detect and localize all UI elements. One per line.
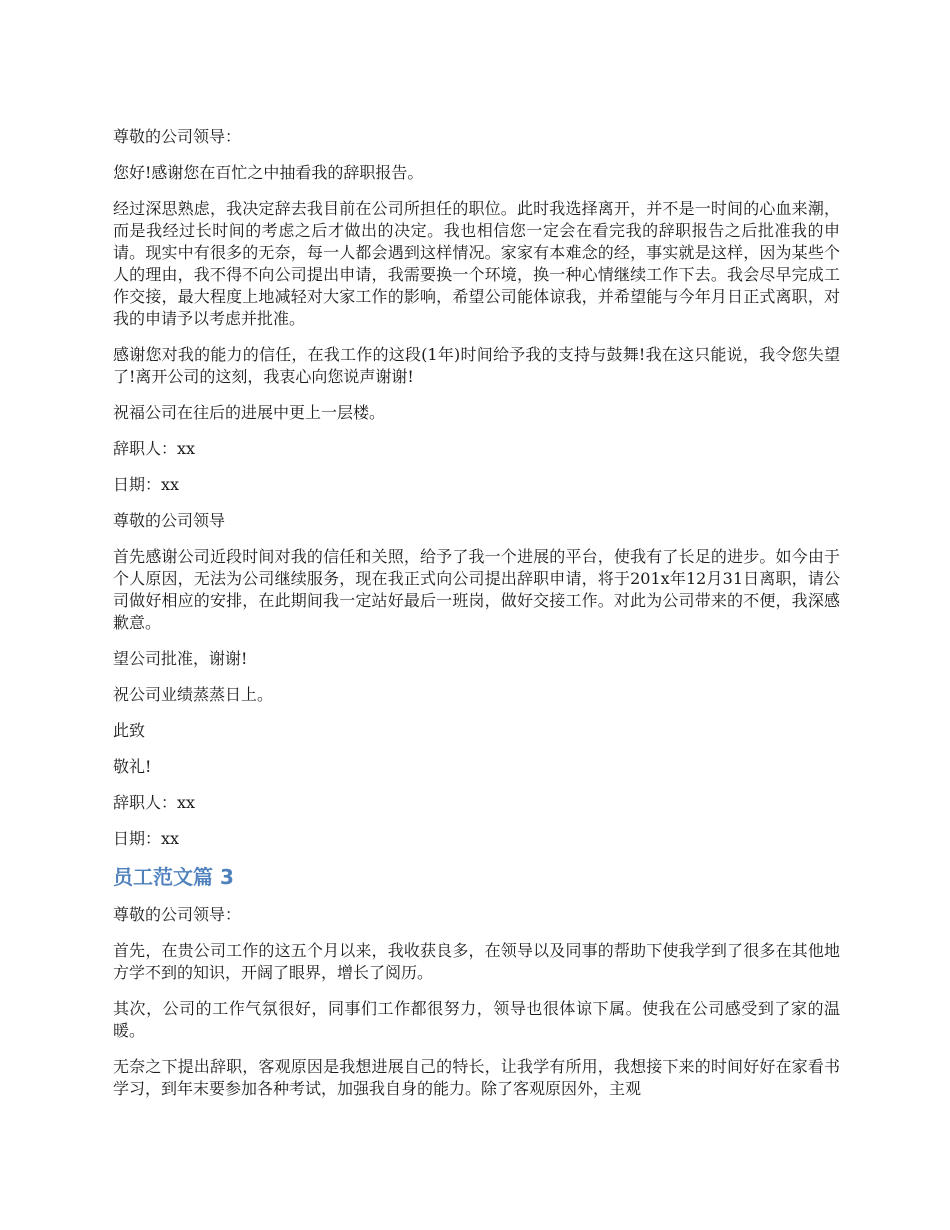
signature-name: 辞职人：xx xyxy=(113,439,196,458)
closing-phrase: 此致 xyxy=(113,721,146,740)
signature-name: 辞职人：xx xyxy=(113,793,196,812)
salutation: 尊敬的公司领导 xyxy=(113,511,226,530)
body-paragraph: 无奈之下提出辞职，客观原因是我想进展自己的特长，让我学有所用，我想接下来的时间好好在家看书学习，到年末要参加各种考试，加强我自身的能力。除了客观原因外，主观 xyxy=(113,1057,840,1098)
document-body xyxy=(113,126,840,1114)
salutation: 尊敬的公司领导： xyxy=(113,127,242,146)
request-line: 望公司批准，谢谢! xyxy=(113,649,248,668)
closing-wish: 祝公司业绩蒸蒸日上。 xyxy=(113,685,274,704)
signature-date: 日期：xx xyxy=(113,475,180,494)
closing-phrase: 敬礼! xyxy=(113,757,152,776)
salutation: 尊敬的公司领导： xyxy=(113,905,242,924)
body-paragraph: 经过深思熟虑，我决定辞去我目前在公司所担任的职位。此时我选择离开，并不是一时间的心血来潮，而是我经过长时间的考虑之后才做出的决定。我也相信您一定会在看完我的辞职报告之后批准我的申请。现实中有很多的无奈，每一人都会遇到这样情况。家家有本难念的经，事实就是这样，因为某些个人的理由，我不得不向公司提出申请，我需要换一个环境，换一种心情继续工作下去。我会尽早完成工作交接，最大程度上地减轻对大家工作的影响，希望公司能体谅我，并希望能与今年月日正式离职，对我的申请予以考虑并批准。 xyxy=(113,199,840,328)
body-paragraph: 首先，在贵公司工作的这五个月以来，我收获良多，在领导以及同事的帮助下使我学到了很多在其他地方学不到的知识，开阔了眼界，增长了阅历。 xyxy=(113,941,840,982)
greeting-paragraph: 您好!感谢您在百忙之中抽看我的辞职报告。 xyxy=(113,163,424,182)
body-paragraph: 其次，公司的工作气氛很好，同事们工作都很努力，领导也很体谅下属。使我在公司感受到了家的温暖。 xyxy=(113,999,840,1040)
section-heading: 员工范文篇 3 xyxy=(113,865,234,889)
body-paragraph: 感谢您对我的能力的信任，在我工作的这段(1年)时间给予我的支持与鼓舞!我在这只能说，我令您失望了!离开公司的这刻，我衷心向您说声谢谢! xyxy=(113,345,840,386)
signature-date: 日期：xx xyxy=(113,829,180,848)
closing-wish: 祝福公司在往后的进展中更上一层楼。 xyxy=(113,403,386,422)
body-paragraph: 首先感谢公司近段时间对我的信任和关照，给予了我一个进展的平台，使我有了长足的进步。如今由于个人原因，无法为公司继续服务，现在我正式向公司提出辞职申请，将于201x年12月31日离职，请公司做好相应的安排，在此期间我一定站好最后一班岗，做好交接工作。对此为公司带来的不便，我深感歉意。 xyxy=(113,547,840,632)
